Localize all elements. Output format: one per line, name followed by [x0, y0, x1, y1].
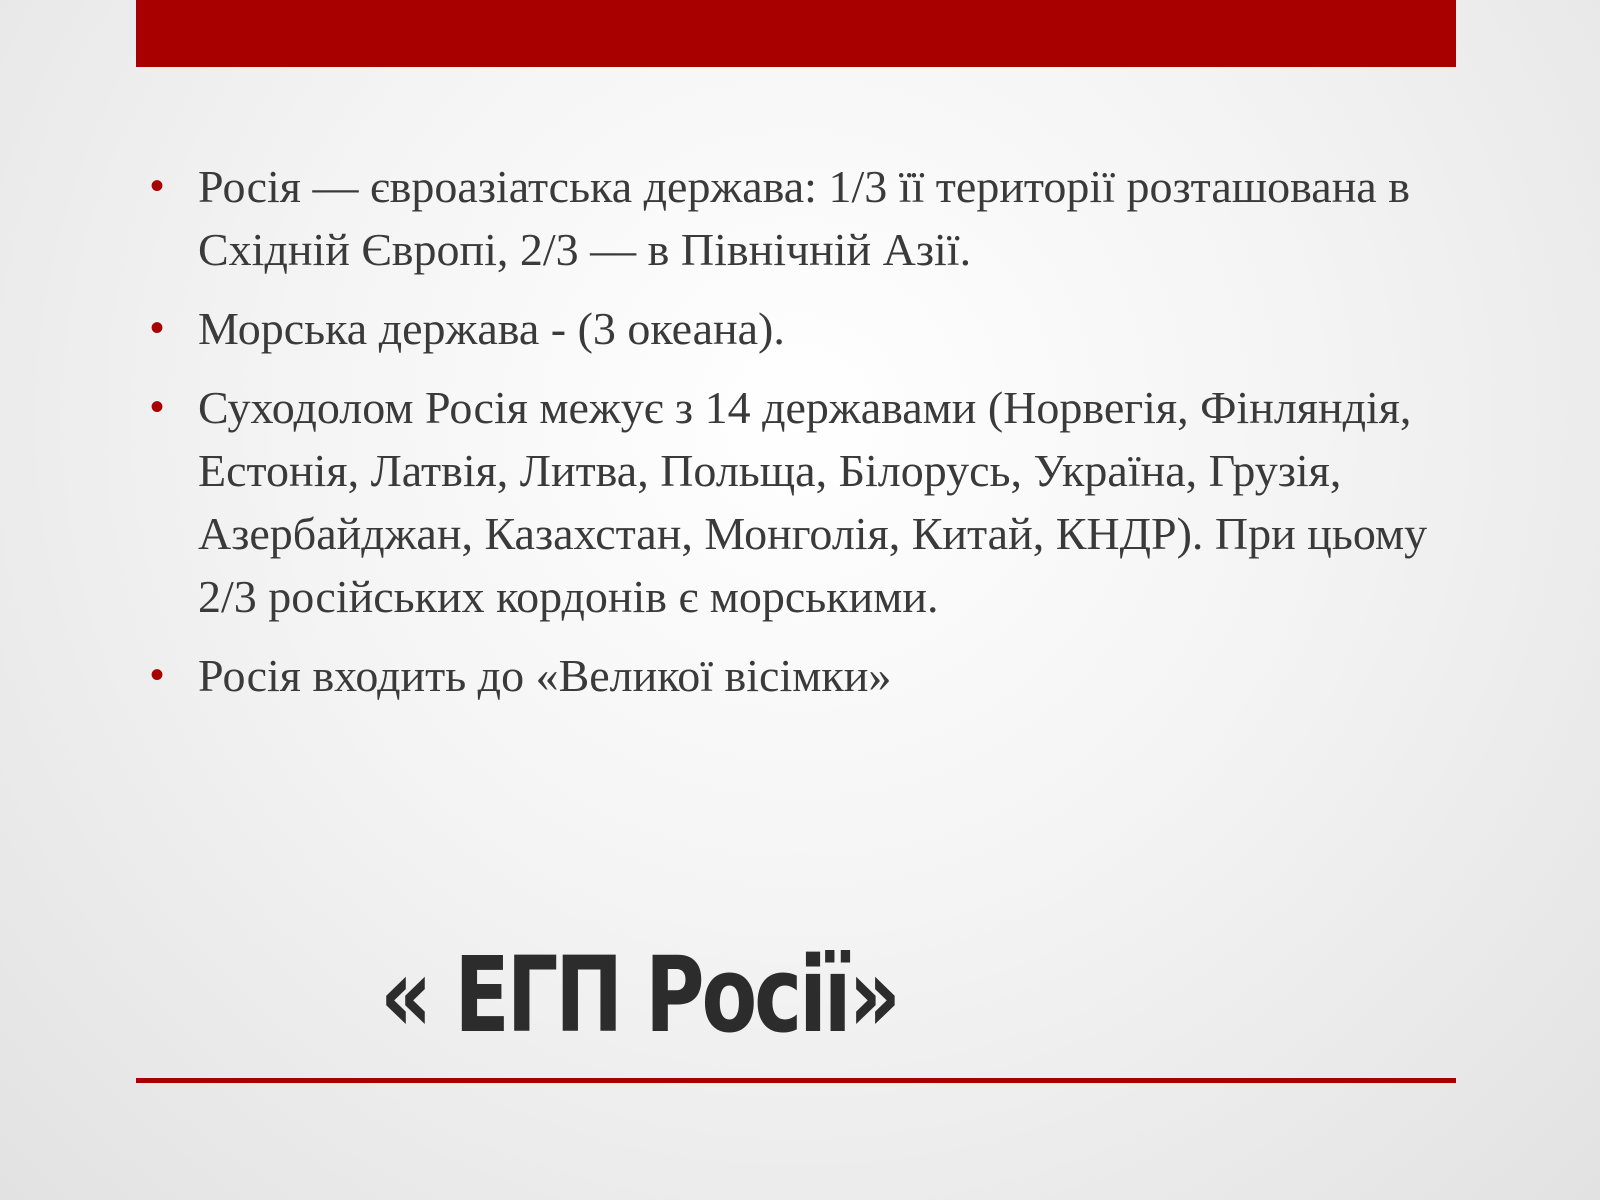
- bullet-marker-icon: •: [150, 306, 165, 350]
- bullet-item-4: [150, 644, 1450, 707]
- top-accent-bar: [136, 0, 1456, 67]
- bullet-item-1: [150, 155, 1450, 281]
- bullet-text: Суходолом Росія межує з 14 державами (Норвегія, Фінляндія, Естонія, Латвія, Литва, Польща, Білорусь, Україна, Грузія, Азербайджан, Казахстан, Монголія, Китай, КНДР). При цьому 2/3 російських кордонів є морськими.: [198, 382, 1428, 622]
- bullet-item-2: [150, 297, 1450, 360]
- bullet-item-3: [150, 376, 1450, 628]
- bullet-text: Морська держава - (3 океана).: [198, 303, 785, 354]
- bullet-text: Росія входить до «Великої вісімки»: [198, 650, 892, 701]
- bullet-marker-icon: •: [150, 164, 165, 208]
- bullet-list: [150, 155, 1450, 723]
- bullet-marker-icon: •: [150, 653, 165, 697]
- slide-title: « ЕГП Росії»: [380, 934, 898, 1056]
- bullet-text: Росія — євроазіатська держава: 1/3 її території розташована в Східній Європі, 2/3 — в Північній Азії.: [198, 161, 1410, 275]
- bullet-marker-icon: •: [150, 385, 165, 429]
- bottom-accent-line: [136, 1078, 1456, 1083]
